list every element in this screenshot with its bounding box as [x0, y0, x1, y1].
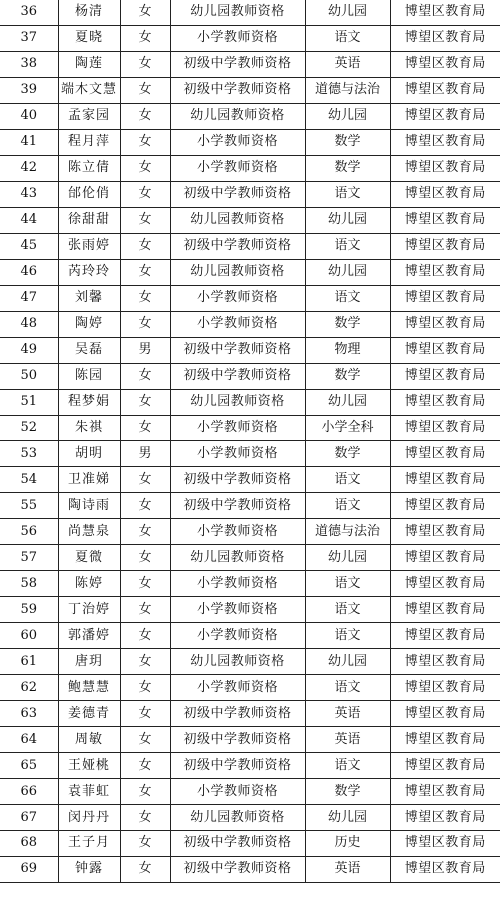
organization-cell: 博望区教育局 — [390, 363, 500, 389]
organization-cell: 博望区教育局 — [390, 571, 500, 597]
name-cell: 孟家园 — [58, 103, 120, 129]
subject-cell: 历史 — [305, 831, 390, 857]
name-cell: 丁治婷 — [58, 597, 120, 623]
gender-cell: 男 — [120, 337, 170, 363]
qualification-cell: 初级中学教师资格 — [170, 701, 305, 727]
table-row — [0, 155, 500, 181]
qualification-cell: 小学教师资格 — [170, 25, 305, 51]
subject-cell: 数学 — [305, 363, 390, 389]
organization-cell: 博望区教育局 — [390, 103, 500, 129]
table-row — [0, 805, 500, 831]
name-cell: 郭潘婷 — [58, 623, 120, 649]
name-cell: 周敏 — [58, 727, 120, 753]
name-cell: 邰伦俏 — [58, 181, 120, 207]
organization-cell: 博望区教育局 — [390, 233, 500, 259]
gender-cell: 女 — [120, 103, 170, 129]
organization-cell: 博望区教育局 — [390, 623, 500, 649]
name-cell: 王娅桃 — [58, 753, 120, 779]
organization-cell: 博望区教育局 — [390, 467, 500, 493]
subject-cell: 幼儿园 — [305, 805, 390, 831]
table-row — [0, 467, 500, 493]
name-cell: 鲍慧慧 — [58, 675, 120, 701]
subject-cell: 幼儿园 — [305, 0, 390, 25]
subject-cell: 英语 — [305, 701, 390, 727]
row-number-cell: 60 — [0, 623, 58, 649]
qualification-cell: 小学教师资格 — [170, 623, 305, 649]
row-number-cell: 44 — [0, 207, 58, 233]
qualification-cell: 初级中学教师资格 — [170, 831, 305, 857]
table-row — [0, 493, 500, 519]
subject-cell: 道德与法治 — [305, 519, 390, 545]
gender-cell: 女 — [120, 831, 170, 857]
subject-cell: 幼儿园 — [305, 259, 390, 285]
qualification-cell: 小学教师资格 — [170, 597, 305, 623]
name-cell: 钟露 — [58, 856, 120, 882]
organization-cell: 博望区教育局 — [390, 649, 500, 675]
qualification-cell: 初级中学教师资格 — [170, 337, 305, 363]
name-cell: 吴磊 — [58, 337, 120, 363]
row-number-cell: 64 — [0, 727, 58, 753]
organization-cell: 博望区教育局 — [390, 805, 500, 831]
row-number-cell: 68 — [0, 831, 58, 857]
organization-cell: 博望区教育局 — [390, 493, 500, 519]
organization-cell: 博望区教育局 — [390, 779, 500, 805]
subject-cell: 幼儿园 — [305, 207, 390, 233]
qualification-cell: 小学教师资格 — [170, 285, 305, 311]
row-number-cell: 46 — [0, 259, 58, 285]
row-number-cell: 53 — [0, 441, 58, 467]
organization-cell: 博望区教育局 — [390, 259, 500, 285]
qualification-cell: 初级中学教师资格 — [170, 753, 305, 779]
qualification-cell: 小学教师资格 — [170, 129, 305, 155]
name-cell: 徐甜甜 — [58, 207, 120, 233]
gender-cell: 女 — [120, 389, 170, 415]
row-number-cell: 56 — [0, 519, 58, 545]
qualification-cell: 初级中学教师资格 — [170, 77, 305, 103]
organization-cell: 博望区教育局 — [390, 285, 500, 311]
gender-cell: 女 — [120, 415, 170, 441]
row-number-cell: 66 — [0, 779, 58, 805]
row-number-cell: 49 — [0, 337, 58, 363]
subject-cell: 数学 — [305, 129, 390, 155]
qualification-cell: 初级中学教师资格 — [170, 727, 305, 753]
row-number-cell: 67 — [0, 805, 58, 831]
row-number-cell: 57 — [0, 545, 58, 571]
gender-cell: 女 — [120, 233, 170, 259]
qualification-cell: 小学教师资格 — [170, 155, 305, 181]
row-number-cell: 45 — [0, 233, 58, 259]
organization-cell: 博望区教育局 — [390, 441, 500, 467]
table-row — [0, 519, 500, 545]
name-cell: 胡明 — [58, 441, 120, 467]
table-row — [0, 441, 500, 467]
name-cell: 陈园 — [58, 363, 120, 389]
subject-cell: 语文 — [305, 25, 390, 51]
qualification-cell: 初级中学教师资格 — [170, 467, 305, 493]
organization-cell: 博望区教育局 — [390, 0, 500, 25]
organization-cell: 博望区教育局 — [390, 337, 500, 363]
table-row — [0, 103, 500, 129]
qualification-cell: 小学教师资格 — [170, 519, 305, 545]
gender-cell: 女 — [120, 519, 170, 545]
qualification-cell: 幼儿园教师资格 — [170, 545, 305, 571]
name-cell: 张雨婷 — [58, 233, 120, 259]
subject-cell: 语文 — [305, 753, 390, 779]
organization-cell: 博望区教育局 — [390, 831, 500, 857]
row-number-cell: 37 — [0, 25, 58, 51]
row-number-cell: 39 — [0, 77, 58, 103]
name-cell: 陈立倩 — [58, 155, 120, 181]
subject-cell: 语文 — [305, 233, 390, 259]
name-cell: 陈婷 — [58, 571, 120, 597]
table-row — [0, 77, 500, 103]
gender-cell: 女 — [120, 597, 170, 623]
gender-cell: 女 — [120, 753, 170, 779]
table-row — [0, 831, 500, 857]
table-row — [0, 337, 500, 363]
row-number-cell: 59 — [0, 597, 58, 623]
table-row — [0, 649, 500, 675]
table-row — [0, 727, 500, 753]
organization-cell: 博望区教育局 — [390, 415, 500, 441]
row-number-cell: 58 — [0, 571, 58, 597]
organization-cell: 博望区教育局 — [390, 597, 500, 623]
name-cell: 王子月 — [58, 831, 120, 857]
subject-cell: 英语 — [305, 856, 390, 882]
table-row — [0, 311, 500, 337]
gender-cell: 女 — [120, 675, 170, 701]
name-cell: 卫准娣 — [58, 467, 120, 493]
subject-cell: 小学全科 — [305, 415, 390, 441]
row-number-cell: 48 — [0, 311, 58, 337]
gender-cell: 女 — [120, 25, 170, 51]
qualification-cell: 初级中学教师资格 — [170, 51, 305, 77]
table-row — [0, 389, 500, 415]
table-row — [0, 0, 500, 25]
table-row — [0, 753, 500, 779]
row-number-cell: 42 — [0, 155, 58, 181]
qualification-cell: 幼儿园教师资格 — [170, 805, 305, 831]
name-cell: 芮玲玲 — [58, 259, 120, 285]
name-cell: 程梦娟 — [58, 389, 120, 415]
name-cell: 陶婷 — [58, 311, 120, 337]
name-cell: 闵丹丹 — [58, 805, 120, 831]
organization-cell: 博望区教育局 — [390, 675, 500, 701]
qualification-cell: 小学教师资格 — [170, 311, 305, 337]
name-cell: 夏微 — [58, 545, 120, 571]
name-cell: 程月萍 — [58, 129, 120, 155]
organization-cell: 博望区教育局 — [390, 181, 500, 207]
qualification-cell: 幼儿园教师资格 — [170, 0, 305, 25]
subject-cell: 英语 — [305, 727, 390, 753]
table-row — [0, 675, 500, 701]
organization-cell: 博望区教育局 — [390, 389, 500, 415]
row-number-cell: 69 — [0, 856, 58, 882]
gender-cell: 女 — [120, 363, 170, 389]
table-row — [0, 701, 500, 727]
gender-cell: 女 — [120, 571, 170, 597]
qualification-cell: 幼儿园教师资格 — [170, 103, 305, 129]
table-row — [0, 51, 500, 77]
gender-cell: 女 — [120, 545, 170, 571]
organization-cell: 博望区教育局 — [390, 207, 500, 233]
table-row — [0, 363, 500, 389]
gender-cell: 女 — [120, 727, 170, 753]
gender-cell: 女 — [120, 649, 170, 675]
row-number-cell: 61 — [0, 649, 58, 675]
name-cell: 朱祺 — [58, 415, 120, 441]
gender-cell: 女 — [120, 77, 170, 103]
table-row — [0, 259, 500, 285]
subject-cell: 语文 — [305, 571, 390, 597]
gender-cell: 女 — [120, 285, 170, 311]
name-cell: 端木文慧 — [58, 77, 120, 103]
subject-cell: 幼儿园 — [305, 649, 390, 675]
subject-cell: 幼儿园 — [305, 545, 390, 571]
subject-cell: 语文 — [305, 675, 390, 701]
row-number-cell: 50 — [0, 363, 58, 389]
table-row — [0, 415, 500, 441]
name-cell: 唐玥 — [58, 649, 120, 675]
name-cell: 姜德青 — [58, 701, 120, 727]
organization-cell: 博望区教育局 — [390, 51, 500, 77]
row-number-cell: 40 — [0, 103, 58, 129]
table-row — [0, 25, 500, 51]
row-number-cell: 55 — [0, 493, 58, 519]
name-cell: 陶莲 — [58, 51, 120, 77]
row-number-cell: 43 — [0, 181, 58, 207]
qualification-cell: 小学教师资格 — [170, 571, 305, 597]
qualification-cell: 幼儿园教师资格 — [170, 259, 305, 285]
subject-cell: 道德与法治 — [305, 77, 390, 103]
qualification-cell: 幼儿园教师资格 — [170, 207, 305, 233]
gender-cell: 女 — [120, 311, 170, 337]
organization-cell: 博望区教育局 — [390, 155, 500, 181]
gender-cell: 女 — [120, 623, 170, 649]
qualification-cell: 小学教师资格 — [170, 675, 305, 701]
table-row — [0, 129, 500, 155]
table-row — [0, 856, 500, 882]
subject-cell: 语文 — [305, 181, 390, 207]
subject-cell: 语文 — [305, 493, 390, 519]
row-number-cell: 54 — [0, 467, 58, 493]
organization-cell: 博望区教育局 — [390, 727, 500, 753]
table-row — [0, 545, 500, 571]
name-cell: 夏晓 — [58, 25, 120, 51]
gender-cell: 女 — [120, 467, 170, 493]
subject-cell: 数学 — [305, 441, 390, 467]
name-cell: 杨清 — [58, 0, 120, 25]
table-row — [0, 233, 500, 259]
qualification-cell: 初级中学教师资格 — [170, 233, 305, 259]
gender-cell: 女 — [120, 856, 170, 882]
subject-cell: 英语 — [305, 51, 390, 77]
gender-cell: 女 — [120, 493, 170, 519]
qualification-cell: 幼儿园教师资格 — [170, 649, 305, 675]
table-row — [0, 207, 500, 233]
row-number-cell: 36 — [0, 0, 58, 25]
subject-cell: 物理 — [305, 337, 390, 363]
row-number-cell: 52 — [0, 415, 58, 441]
qualification-cell: 幼儿园教师资格 — [170, 389, 305, 415]
row-number-cell: 47 — [0, 285, 58, 311]
organization-cell: 博望区教育局 — [390, 753, 500, 779]
qualification-cell: 初级中学教师资格 — [170, 181, 305, 207]
name-cell: 刘馨 — [58, 285, 120, 311]
table-row — [0, 181, 500, 207]
gender-cell: 女 — [120, 181, 170, 207]
name-cell: 袁菲虹 — [58, 779, 120, 805]
gender-cell: 女 — [120, 779, 170, 805]
row-number-cell: 41 — [0, 129, 58, 155]
organization-cell: 博望区教育局 — [390, 25, 500, 51]
organization-cell: 博望区教育局 — [390, 545, 500, 571]
gender-cell: 女 — [120, 259, 170, 285]
gender-cell: 女 — [120, 51, 170, 77]
qualification-cell: 小学教师资格 — [170, 441, 305, 467]
organization-cell: 博望区教育局 — [390, 519, 500, 545]
qualification-cell: 初级中学教师资格 — [170, 363, 305, 389]
row-number-cell: 38 — [0, 51, 58, 77]
table-row — [0, 779, 500, 805]
subject-cell: 数学 — [305, 779, 390, 805]
subject-cell: 语文 — [305, 467, 390, 493]
gender-cell: 女 — [120, 805, 170, 831]
qualification-cell: 小学教师资格 — [170, 779, 305, 805]
gender-cell: 女 — [120, 155, 170, 181]
table-row — [0, 623, 500, 649]
organization-cell: 博望区教育局 — [390, 701, 500, 727]
qualification-cell: 小学教师资格 — [170, 415, 305, 441]
row-number-cell: 62 — [0, 675, 58, 701]
row-number-cell: 65 — [0, 753, 58, 779]
qualification-cell: 初级中学教师资格 — [170, 856, 305, 882]
subject-cell: 语文 — [305, 285, 390, 311]
organization-cell: 博望区教育局 — [390, 311, 500, 337]
gender-cell: 男 — [120, 441, 170, 467]
gender-cell: 女 — [120, 207, 170, 233]
subject-cell: 语文 — [305, 623, 390, 649]
organization-cell: 博望区教育局 — [390, 129, 500, 155]
subject-cell: 幼儿园 — [305, 389, 390, 415]
name-cell: 陶诗雨 — [58, 493, 120, 519]
row-number-cell: 63 — [0, 701, 58, 727]
gender-cell: 女 — [120, 129, 170, 155]
table-row — [0, 597, 500, 623]
table-row — [0, 285, 500, 311]
subject-cell: 数学 — [305, 311, 390, 337]
qualification-cell: 初级中学教师资格 — [170, 493, 305, 519]
subject-cell: 数学 — [305, 155, 390, 181]
organization-cell: 博望区教育局 — [390, 856, 500, 882]
subject-cell: 幼儿园 — [305, 103, 390, 129]
table-row — [0, 571, 500, 597]
gender-cell: 女 — [120, 0, 170, 25]
row-number-cell: 51 — [0, 389, 58, 415]
subject-cell: 语文 — [305, 597, 390, 623]
organization-cell: 博望区教育局 — [390, 77, 500, 103]
name-cell: 尚慧泉 — [58, 519, 120, 545]
gender-cell: 女 — [120, 701, 170, 727]
